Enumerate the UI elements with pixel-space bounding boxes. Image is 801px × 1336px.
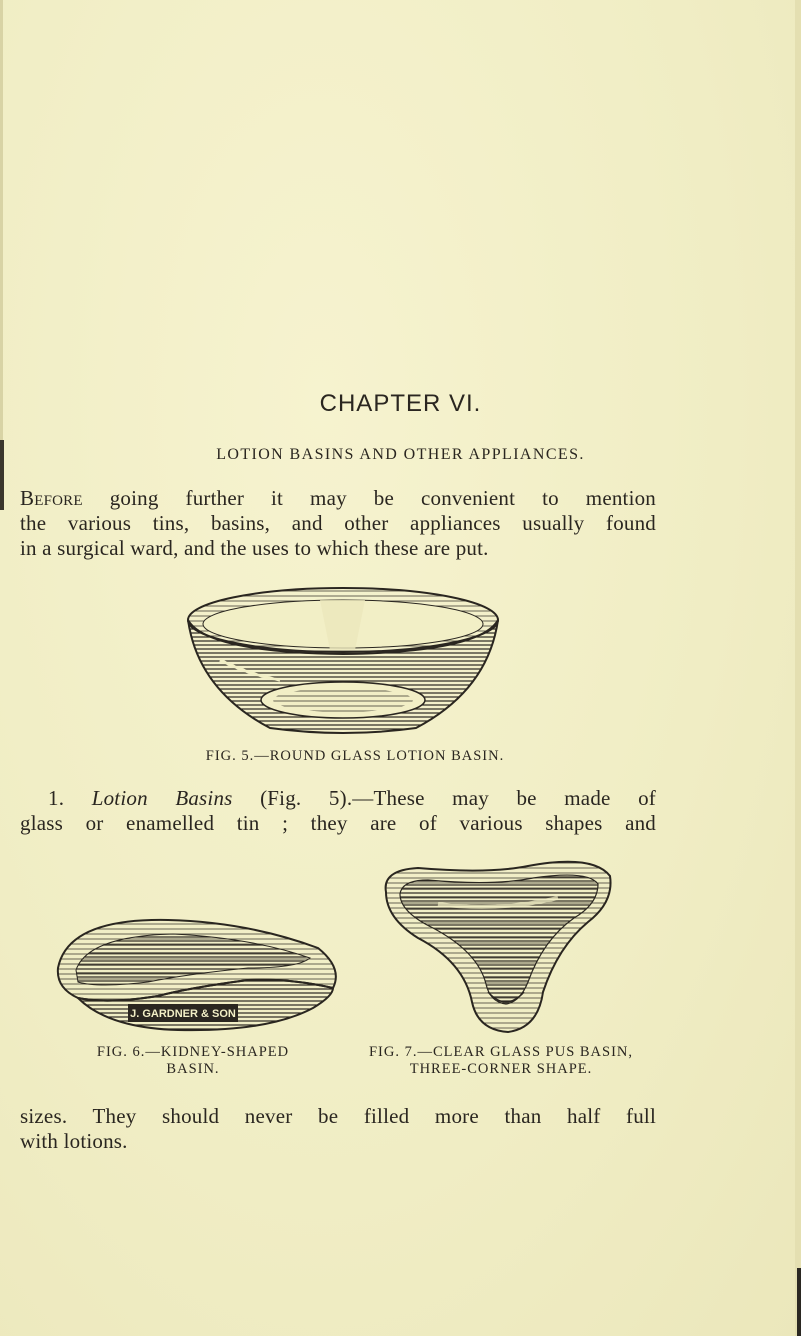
page-right-edge	[795, 0, 801, 1336]
fig6-caption-line1: FIG. 6.—KIDNEY-SHAPED	[96, 1044, 290, 1060]
fig6-caption	[48, 1044, 338, 1078]
section1-line1: (Fig. 5).—These may be made of	[260, 786, 656, 810]
intro-paragraph	[20, 486, 656, 561]
intro-first-word: Before	[20, 486, 83, 510]
three-corner-basin-illustration	[378, 852, 618, 1038]
closing-paragraph	[20, 1104, 656, 1154]
closing-line1: sizes. They should never be filled more than half full	[20, 1104, 656, 1128]
chapter-heading: CHAPTER VI.	[319, 390, 482, 417]
maker-mark: J. GARDNER & SON	[130, 1008, 236, 1020]
intro-line3: in a surgical ward, and the uses to which these are put.	[20, 536, 489, 560]
round-basin-illustration	[180, 580, 510, 740]
page-left-edge	[0, 0, 3, 510]
fig7-caption-line2: THREE-CORNER SHAPE.	[409, 1061, 593, 1077]
fig7-caption-line1: FIG. 7.—CLEAR GLASS PUS BASIN,	[368, 1044, 634, 1060]
fig5-caption: FIG. 5.—ROUND GLASS LOTION BASIN.	[205, 748, 505, 764]
kidney-basin-illustration	[48, 908, 348, 1036]
section1-title: Lotion Basins	[91, 786, 233, 810]
intro-line2: the various tins, basins, and other appliances usually found	[20, 511, 656, 535]
page-edge-mark	[797, 1268, 801, 1336]
fig7-caption	[336, 1044, 666, 1078]
intro-line1: going further it may be convenient to mention	[109, 486, 657, 510]
section1-line2: glass or enamelled tin ; they are of various shapes and	[20, 811, 656, 835]
section1-paragraph	[20, 786, 656, 836]
chapter-subtitle: LOTION BASINS AND OTHER APPLIANCES.	[216, 446, 585, 463]
fig6-caption-line2: BASIN.	[166, 1061, 220, 1077]
closing-line2: with lotions.	[20, 1129, 128, 1153]
section1-number: 1.	[48, 786, 65, 810]
